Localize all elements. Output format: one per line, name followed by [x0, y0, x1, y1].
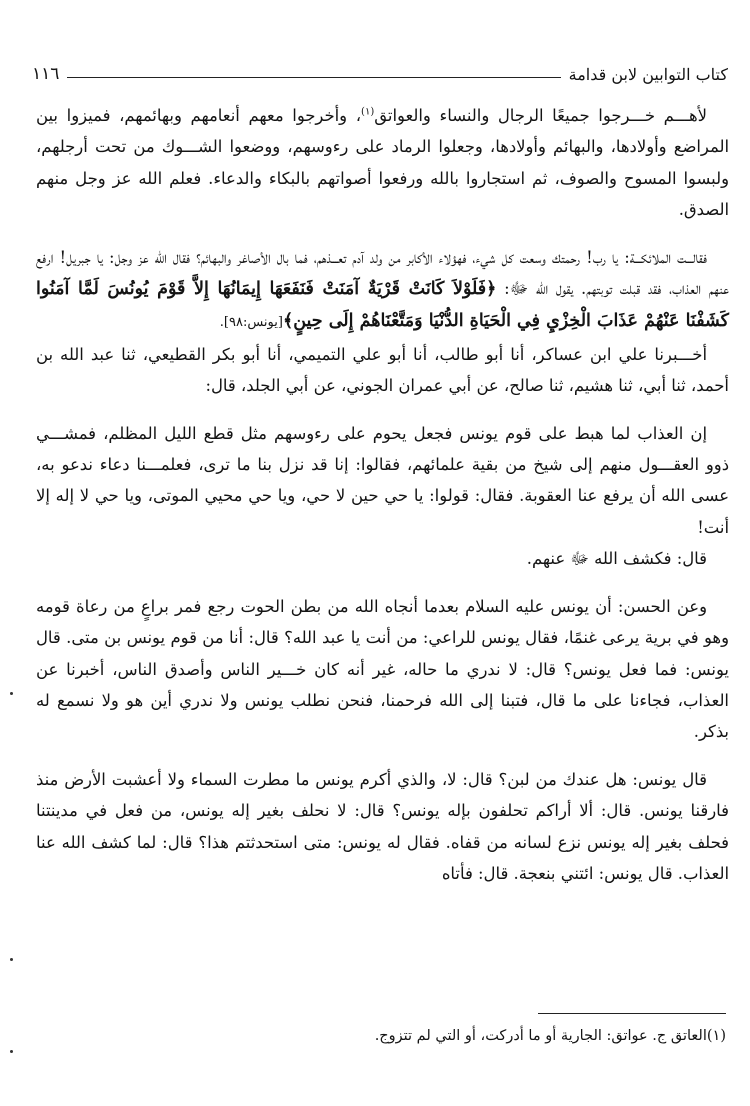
paragraph-2-text: فقالـــت الملائكـــة: يا رب! رحمتك وسعت كل شيء، فهؤلاء الأكابر من ولد آدم تعـــذهم، فما بال الأصاغر والبهائم؟ فقال الله عز وجل: يا جبريل! ارفع عنهم العذاب، فقد قبلت توبتهم. يقول الله ﷻ: — [36, 247, 730, 299]
footnote: (١)العاتق ج. عواتق: الجارية أو ما أدركت، أو التي لم تتزوج. — [374, 1028, 726, 1044]
margin-dot — [10, 1050, 13, 1053]
quran-verse: ﴿فَلَوْلاَ كَانَتْ قَرْيَةٌ آمَنَتْ فَنَفَعَهَا إِيمَانُهَا إِلاَّ قَوْمَ يُونُسَ لَمَّا آمَنُوا كَشَفْنَا عَنْهُمْ عَذَابَ الْخِزْيِ فِي الْحَيَاةِ الدُّنْيَا وَمَتَّعْنَاهُمْ إِلَى حِينٍ﴾ — [36, 279, 729, 332]
header-rule — [67, 77, 560, 78]
paragraph-6: وعن الحسن: أن يونس عليه السلام بعدما أنجاه الله من بطن الحوت رجع فمر براعٍ من رعاة قومه وهو في برية يرعى غنمًا، فقال يونس للراعي: من أنت يا عبد الله؟ قال: أنا من قوم يونس بن متى. قال يونس: فما فعل يونس؟ قال: لا ندري ما حاله، غير أنه كان خـــير الناس وأصدق الناس، أخبرنا عن العذاب، فجاءنا على ما قال، فتبنا إلى الله فرحمنا، فنحن نطلب يونس ولا ندري أين هو ولا نسمع له بذكر. — [36, 596, 729, 742]
quran-citation: [يونس:٩٨]. — [219, 315, 283, 331]
paragraph-1 — [36, 100, 729, 226]
paragraph-1-rest: ، وأخرجوا معهم أنعامهم وبهائمهم، فميزوا بين المراضع وأولادها، والبهائم وأولادها، وجعلوا الرماد على رءوسهم، ووضعوا الشـــوك من تحت أرجلهم، ولبسوا المسوح والصوف، ثم استجاروا بالله ورفعوا أصواتهم بالبكاء والدعاء. فعلم الله عز وجل منهم الصدق. — [36, 106, 729, 220]
book-title: كتاب التوابين لابن قدامة — [568, 65, 728, 84]
footnote-marker: (١) — [361, 106, 375, 118]
footnote-rule — [538, 1013, 726, 1014]
paragraph-1-text: لأهـــم خـــرجوا جميعًا الرجال والنساء والعواتق — [374, 106, 707, 125]
margin-dot — [10, 958, 13, 961]
paragraph-3: أخـــبرنا علي ابن عساكر، أنا أبو طالب، أنا أبو علي التميمي، أنا أبو بكر القطيعي، ثنا عبد الله بن أحمد، ثنا أبي، ثنا هشيم، ثنا صالح، عن أبي عمران الجوني، عن أبي الجلد، قال: — [36, 344, 729, 396]
page-body — [36, 100, 729, 889]
running-header — [32, 58, 728, 84]
paragraph-4: إن العذاب لما هبط على قوم يونس فجعل يحوم على رءوسهم مثل قطع الليل المظلم، فمشـــي ذوو العقـــول منهم إلى شيخ من بقية علمائهم، فقالوا: إنا قد نزل بنا ما ترى، فعلمـــنا دعاء ندعو به، عسى الله أن يرفع عنا العقوبة. فقال: قولوا: يا حي حين لا حي، ويا حي محيي الموتى، ويا حي لا إله إلا أنت! — [36, 423, 729, 537]
paragraph-2 — [36, 242, 729, 339]
margin-dot — [10, 692, 13, 695]
paragraph-5: قال: فكشف الله ﷻ عنهم. — [526, 549, 707, 569]
page-number: ١١٦ — [32, 64, 60, 84]
paragraph-7: قال يونس: هل عندك من لبن؟ قال: لا، والذي أكرم يونس ما مطرت السماء ولا أعشبت الأرض منذ فارقنا يونس. قال: ألا أراكم تحلفون بإله يونس؟ قال: لا نحلف بغير إله يونس، من فعل في مدينتنا فحلف بغير إله يونس نزع لسانه من قفاه. فقال له يونس: متى استحدثتم هذا؟ قال: لما كشف الله عنا العذاب. قال يونس: ائتني بنعجة. قال: فأتاه — [36, 769, 729, 883]
